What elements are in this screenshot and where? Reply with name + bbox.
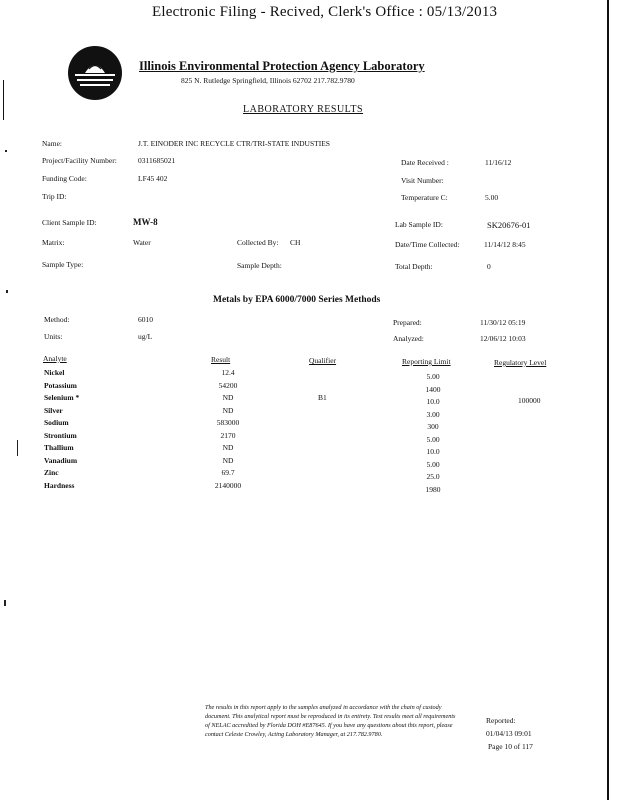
units-label: Units: — [44, 332, 63, 341]
page-number: Page 10 of 117 — [488, 742, 533, 751]
scan-speck — [4, 600, 6, 606]
date-received-value: 11/16/12 — [485, 158, 512, 167]
temperature-value: 5.00 — [485, 193, 499, 202]
method-value: 6010 — [138, 315, 153, 324]
cell-result: 583000 — [216, 418, 240, 427]
sample-type-label: Sample Type: — [42, 260, 84, 269]
cell-limit: 1400 — [425, 384, 441, 394]
scan-edge-right — [607, 0, 609, 800]
lab-sample-label: Lab Sample ID: — [395, 220, 443, 229]
cell-qualifier: B1 — [318, 393, 327, 402]
lab-address: 825 N. Rutledge Springfield, Illinois 62702 217.782.9780 — [181, 76, 355, 85]
col-header-analyte: Analyte — [43, 354, 67, 363]
sample-depth-label: Sample Depth: — [237, 261, 282, 270]
method-label: Method: — [44, 315, 70, 324]
client-sample-value: MW-8 — [133, 217, 158, 227]
report-title: LABORATORY RESULTS — [243, 104, 364, 115]
cell-limit: 3.00 — [426, 409, 440, 419]
analyzed-label: Analyzed: — [393, 334, 424, 343]
temperature-label: Temperature C: — [401, 193, 448, 202]
cell-limit: 300 — [427, 422, 439, 431]
cell-result: 2140000 — [214, 480, 242, 490]
cell-analyte: Potassium — [44, 380, 77, 390]
date-received-label: Date Received : — [401, 158, 449, 167]
col-header-reporting-limit: Reporting Limit — [402, 357, 451, 366]
filing-stamp: Electronic Filing - Recived, Clerk's Office : 05/13/2013 — [152, 4, 498, 20]
lab-sample-value: SK20676-01 — [487, 220, 531, 230]
total-depth-label: Total Depth: — [395, 262, 433, 271]
cell-limit: 5.00 — [426, 372, 440, 381]
cell-analyte: Nickel — [44, 368, 65, 377]
cell-analyte: Zinc — [44, 468, 59, 477]
footer-note: The results in this report apply to the samples analyzed in accordance with the chain of custody document. This analytical report must be reproduced in its entirety. Test results meet all requirements of NELAC accredited by Florida DOH #E87645. If you have any questions about this report, please contact Celeste Crowley, Acting Laboratory Manager, at 217.782.9780. — [205, 704, 456, 738]
collected-by-value: CH — [290, 238, 301, 247]
cell-analyte: Vanadium — [44, 455, 78, 465]
units-value: ug/L — [138, 332, 153, 341]
cell-analyte: Thallium — [44, 443, 74, 452]
cell-limit: 25.0 — [426, 472, 440, 481]
reported-label: Reported: — [486, 716, 516, 725]
datetime-collected-value: 11/14/12 8:45 — [484, 240, 526, 249]
funding-value: LF45 402 — [138, 174, 168, 183]
col-header-result: Result — [211, 355, 231, 364]
cell-limit: 10.0 — [426, 397, 440, 406]
section-title: Metals by EPA 6000/7000 Series Methods — [213, 295, 381, 305]
project-label: Project/Facility Number: — [42, 156, 117, 165]
cell-analyte: Sodium — [44, 418, 69, 427]
cell-analyte: Silver — [44, 405, 63, 415]
col-header-regulatory-level: Regulatory Level — [494, 358, 547, 367]
client-sample-label: Client Sample ID: — [42, 218, 97, 227]
cell-result: ND — [222, 443, 234, 452]
datetime-collected-label: Date/Time Collected: — [395, 240, 460, 249]
matrix-value: Water — [133, 238, 151, 247]
col-header-qualifier: Qualifier — [309, 356, 337, 365]
collected-by-label: Collected By: — [237, 238, 279, 247]
cell-limit: 5.00 — [426, 434, 440, 444]
visit-label: Visit Number: — [401, 176, 444, 185]
project-value: 0311685021 — [138, 156, 176, 165]
scan-edge-left — [3, 80, 4, 120]
cell-result: ND — [222, 405, 234, 415]
prepared-label: Prepared: — [393, 318, 422, 327]
cell-result: 2170 — [220, 430, 236, 440]
cell-result: ND — [222, 393, 234, 402]
iepa-logo-icon — [67, 45, 123, 101]
matrix-label: Matrix: — [42, 238, 65, 247]
cell-result: 54200 — [218, 380, 238, 390]
funding-label: Funding Code: — [42, 174, 87, 183]
total-depth-value: 0 — [487, 262, 491, 271]
lab-name: Illinois Environmental Protection Agency Laboratory — [139, 59, 425, 73]
cell-limit: 1980 — [425, 484, 441, 494]
name-value: J.T. EINODER INC RECYCLE CTR/TRI-STATE INDUSTIES — [138, 139, 330, 148]
cell-result: 12.4 — [221, 368, 235, 377]
cell-regulatory: 100000 — [518, 395, 541, 405]
scan-speck — [5, 150, 7, 152]
scan-speck — [17, 440, 18, 456]
cell-analyte: Strontium — [44, 430, 77, 440]
cell-result: ND — [222, 455, 234, 465]
scan-speck — [6, 290, 8, 293]
cell-analyte: Hardness — [44, 480, 75, 490]
trip-label: Trip ID: — [42, 192, 67, 201]
cell-limit: 5.00 — [426, 459, 440, 469]
reported-value: 01/04/13 09:01 — [486, 729, 532, 738]
prepared-value: 11/30/12 05:19 — [480, 318, 526, 327]
analyzed-value: 12/06/12 10:03 — [480, 334, 526, 343]
cell-analyte: Selenium * — [44, 393, 80, 402]
cell-limit: 10.0 — [426, 447, 440, 456]
cell-result: 69.7 — [221, 468, 235, 477]
name-label: Name: — [42, 139, 62, 148]
